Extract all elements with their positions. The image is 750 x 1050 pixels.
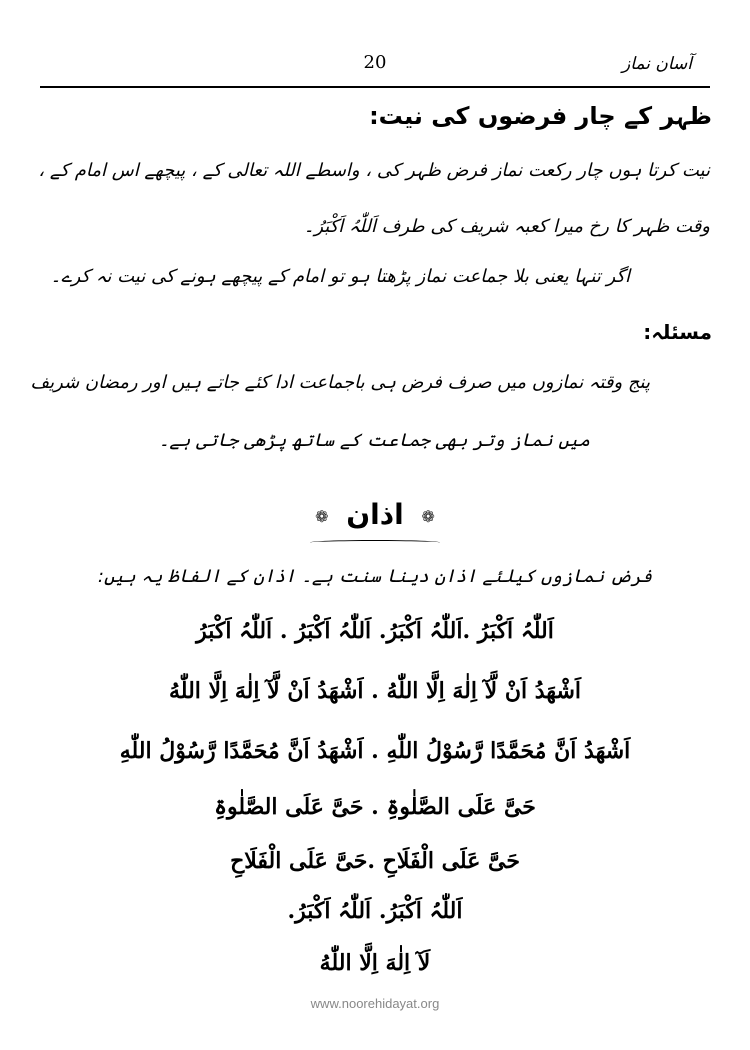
azan-line-1: اَللّٰہُ اَکْبَرُ .اَللّٰہُ اَکْبَرُ. اَللّٰہُ اَکْبَرُ . اَللّٰہُ اَکْبَرُ (196, 618, 554, 644)
header-divider (40, 86, 710, 88)
book-title: آسان نماز (622, 54, 692, 74)
footer-website: www.noorehidayat.org (310, 996, 440, 1011)
floral-ornament-icon: ❁ (315, 506, 329, 526)
section-heading-zuhr-niyyat: ظہر کے چار فرضوں کی نیت: (369, 102, 712, 130)
azan-line-4: حَیَّ عَلَی الصَّلٰوۃِ . حَیَّ عَلَی الصَّلٰوۃِ (214, 794, 536, 820)
section-heading-masala: مسئلہ: (643, 320, 712, 344)
niyyat-line-3: اگر تنہا یعنی بلا جماعت نماز پڑھتا ہو تو امام کے پیچھے ہونے کی نیت نہ کرے۔ (50, 266, 630, 287)
azan-title-block (0, 498, 750, 531)
page-number: 20 (363, 52, 387, 73)
azan-line-2: اَشْھَدُ اَنْ لَّآ اِلٰهَ اِلَّا اللّٰهُ . اَشْھَدُ اَنْ لَّآ اِلٰهَ اِلَّا اللّٰهُ (169, 678, 581, 704)
azan-intro: فرض نمازوں کیلئے اذان دینا سنت ہے۔ اذان کے الفاظ یہ ہیں: (97, 566, 653, 587)
niyyat-line-1: نیت کرتا ہوں چار رکعت نماز فرض ظہر کی ، واسطے اللہ تعالی کے ، پیچھے اس امام کے ، (38, 160, 710, 181)
azan-line-6: اَللّٰہُ اَکْبَرُ. اَللّٰہُ اَکْبَرُ. (287, 898, 463, 924)
niyyat-line-2: وقت ظہر کا رخ میرا کعبہ شریف کی طرف اَللّٰہُ اَکْبَرُ۔ (303, 216, 710, 237)
azan-line-3: اَشْھَدُ اَنَّ مُحَمَّدًا رَّسُوْلُ اللّٰهِ . اَشْھَدُ اَنَّ مُحَمَّدًا رَّسُوْلُ اللّٰهِ (119, 738, 631, 764)
azan-line-5: حَیَّ عَلَی الْفَلَاحِ .حَیَّ عَلَی الْفَلَاحِ (230, 848, 520, 874)
floral-ornament-icon: ❁ (421, 506, 435, 526)
masala-line-2: میں نماز وتر بھی جماعت کے ساتھ پڑھی جاتی ہے۔ (158, 430, 590, 451)
title-underline-ornament (310, 540, 440, 545)
masala-line-1: پنج وقتہ نمازوں میں صرف فرض ہی باجماعت ادا کئے جاتے ہیں اور رمضان شریف (30, 372, 650, 393)
azan-title: اذان (346, 498, 404, 531)
azan-line-7: لَآ اِلٰهَ اِلَّا اللّٰهُ (319, 950, 431, 976)
